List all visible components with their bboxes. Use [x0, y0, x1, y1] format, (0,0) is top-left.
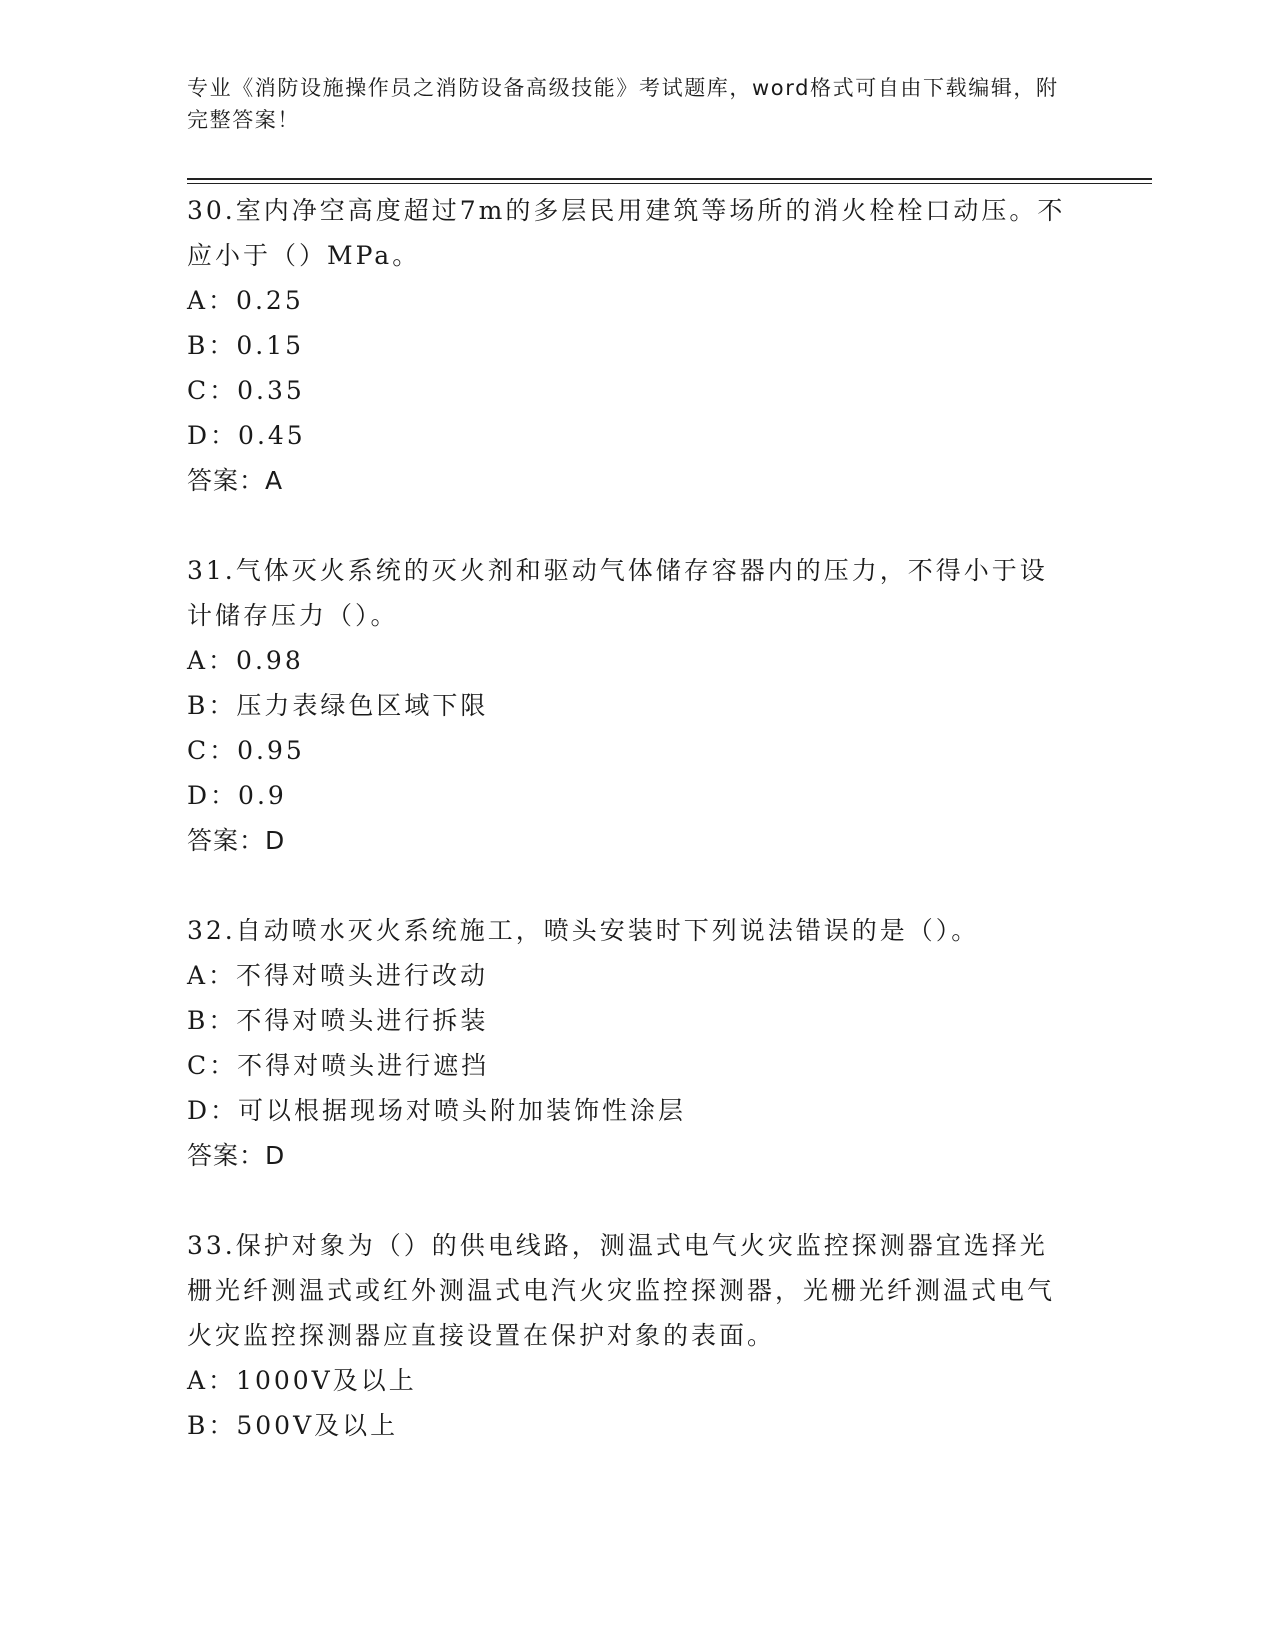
question-stem: 30.室内净空高度超过7m的多层民用建筑等场所的消火栓栓口动压。不应小于（）MPa。 — [187, 196, 1066, 270]
question-stem: 32.自动喷水灭火系统施工，喷头安装时下列说法错误的是（）。 — [187, 916, 980, 945]
option-a: A：1000V及以上 — [187, 1366, 417, 1395]
answer: 答案：A — [187, 466, 284, 495]
option-c: C：不得对喷头进行遮挡 — [187, 1051, 490, 1080]
question-spacer — [187, 503, 1067, 548]
answer: 答案：D — [187, 1141, 286, 1170]
option-a: A：0.98 — [187, 646, 304, 675]
option-d: D：0.45 — [187, 421, 306, 450]
question-32 — [187, 908, 1067, 1178]
question-list — [187, 188, 1067, 1448]
header-rule-thin — [187, 183, 1152, 184]
option-a: A：0.25 — [187, 286, 304, 315]
question-33 — [187, 1223, 1067, 1448]
option-b: B：0.15 — [187, 331, 305, 360]
option-c: C：0.35 — [187, 376, 305, 405]
answer: 答案：D — [187, 826, 286, 855]
question-spacer — [187, 1178, 1067, 1223]
page-header: 专业《消防设施操作员之消防设备高级技能》考试题库，word格式可自由下载编辑，附完整答案！ — [187, 76, 1059, 132]
question-spacer — [187, 863, 1067, 908]
option-b: B：压力表绿色区域下限 — [187, 691, 489, 720]
option-b: B：不得对喷头进行拆装 — [187, 1006, 489, 1035]
option-b: B：500V及以上 — [187, 1411, 399, 1440]
option-d: D：0.9 — [187, 781, 287, 810]
question-stem: 33.保护对象为（）的供电线路，测温式电气火灾监控探测器宜选择光栅光纤测温式或红外测温式电汽火灾监控探测器，光栅光纤测温式电气火灾监控探测器应直接设置在保护对象的表面。 — [187, 1231, 1056, 1350]
option-a: A：不得对喷头进行改动 — [187, 961, 489, 990]
header-rule-thick — [187, 178, 1152, 180]
question-stem: 31.气体灭火系统的灭火剂和驱动气体储存容器内的压力，不得小于设计储存压力（）。 — [187, 556, 1048, 630]
option-c: C：0.95 — [187, 736, 305, 765]
question-30 — [187, 188, 1067, 503]
question-31 — [187, 548, 1067, 863]
option-d: D：可以根据现场对喷头附加装饰性涂层 — [187, 1096, 687, 1125]
